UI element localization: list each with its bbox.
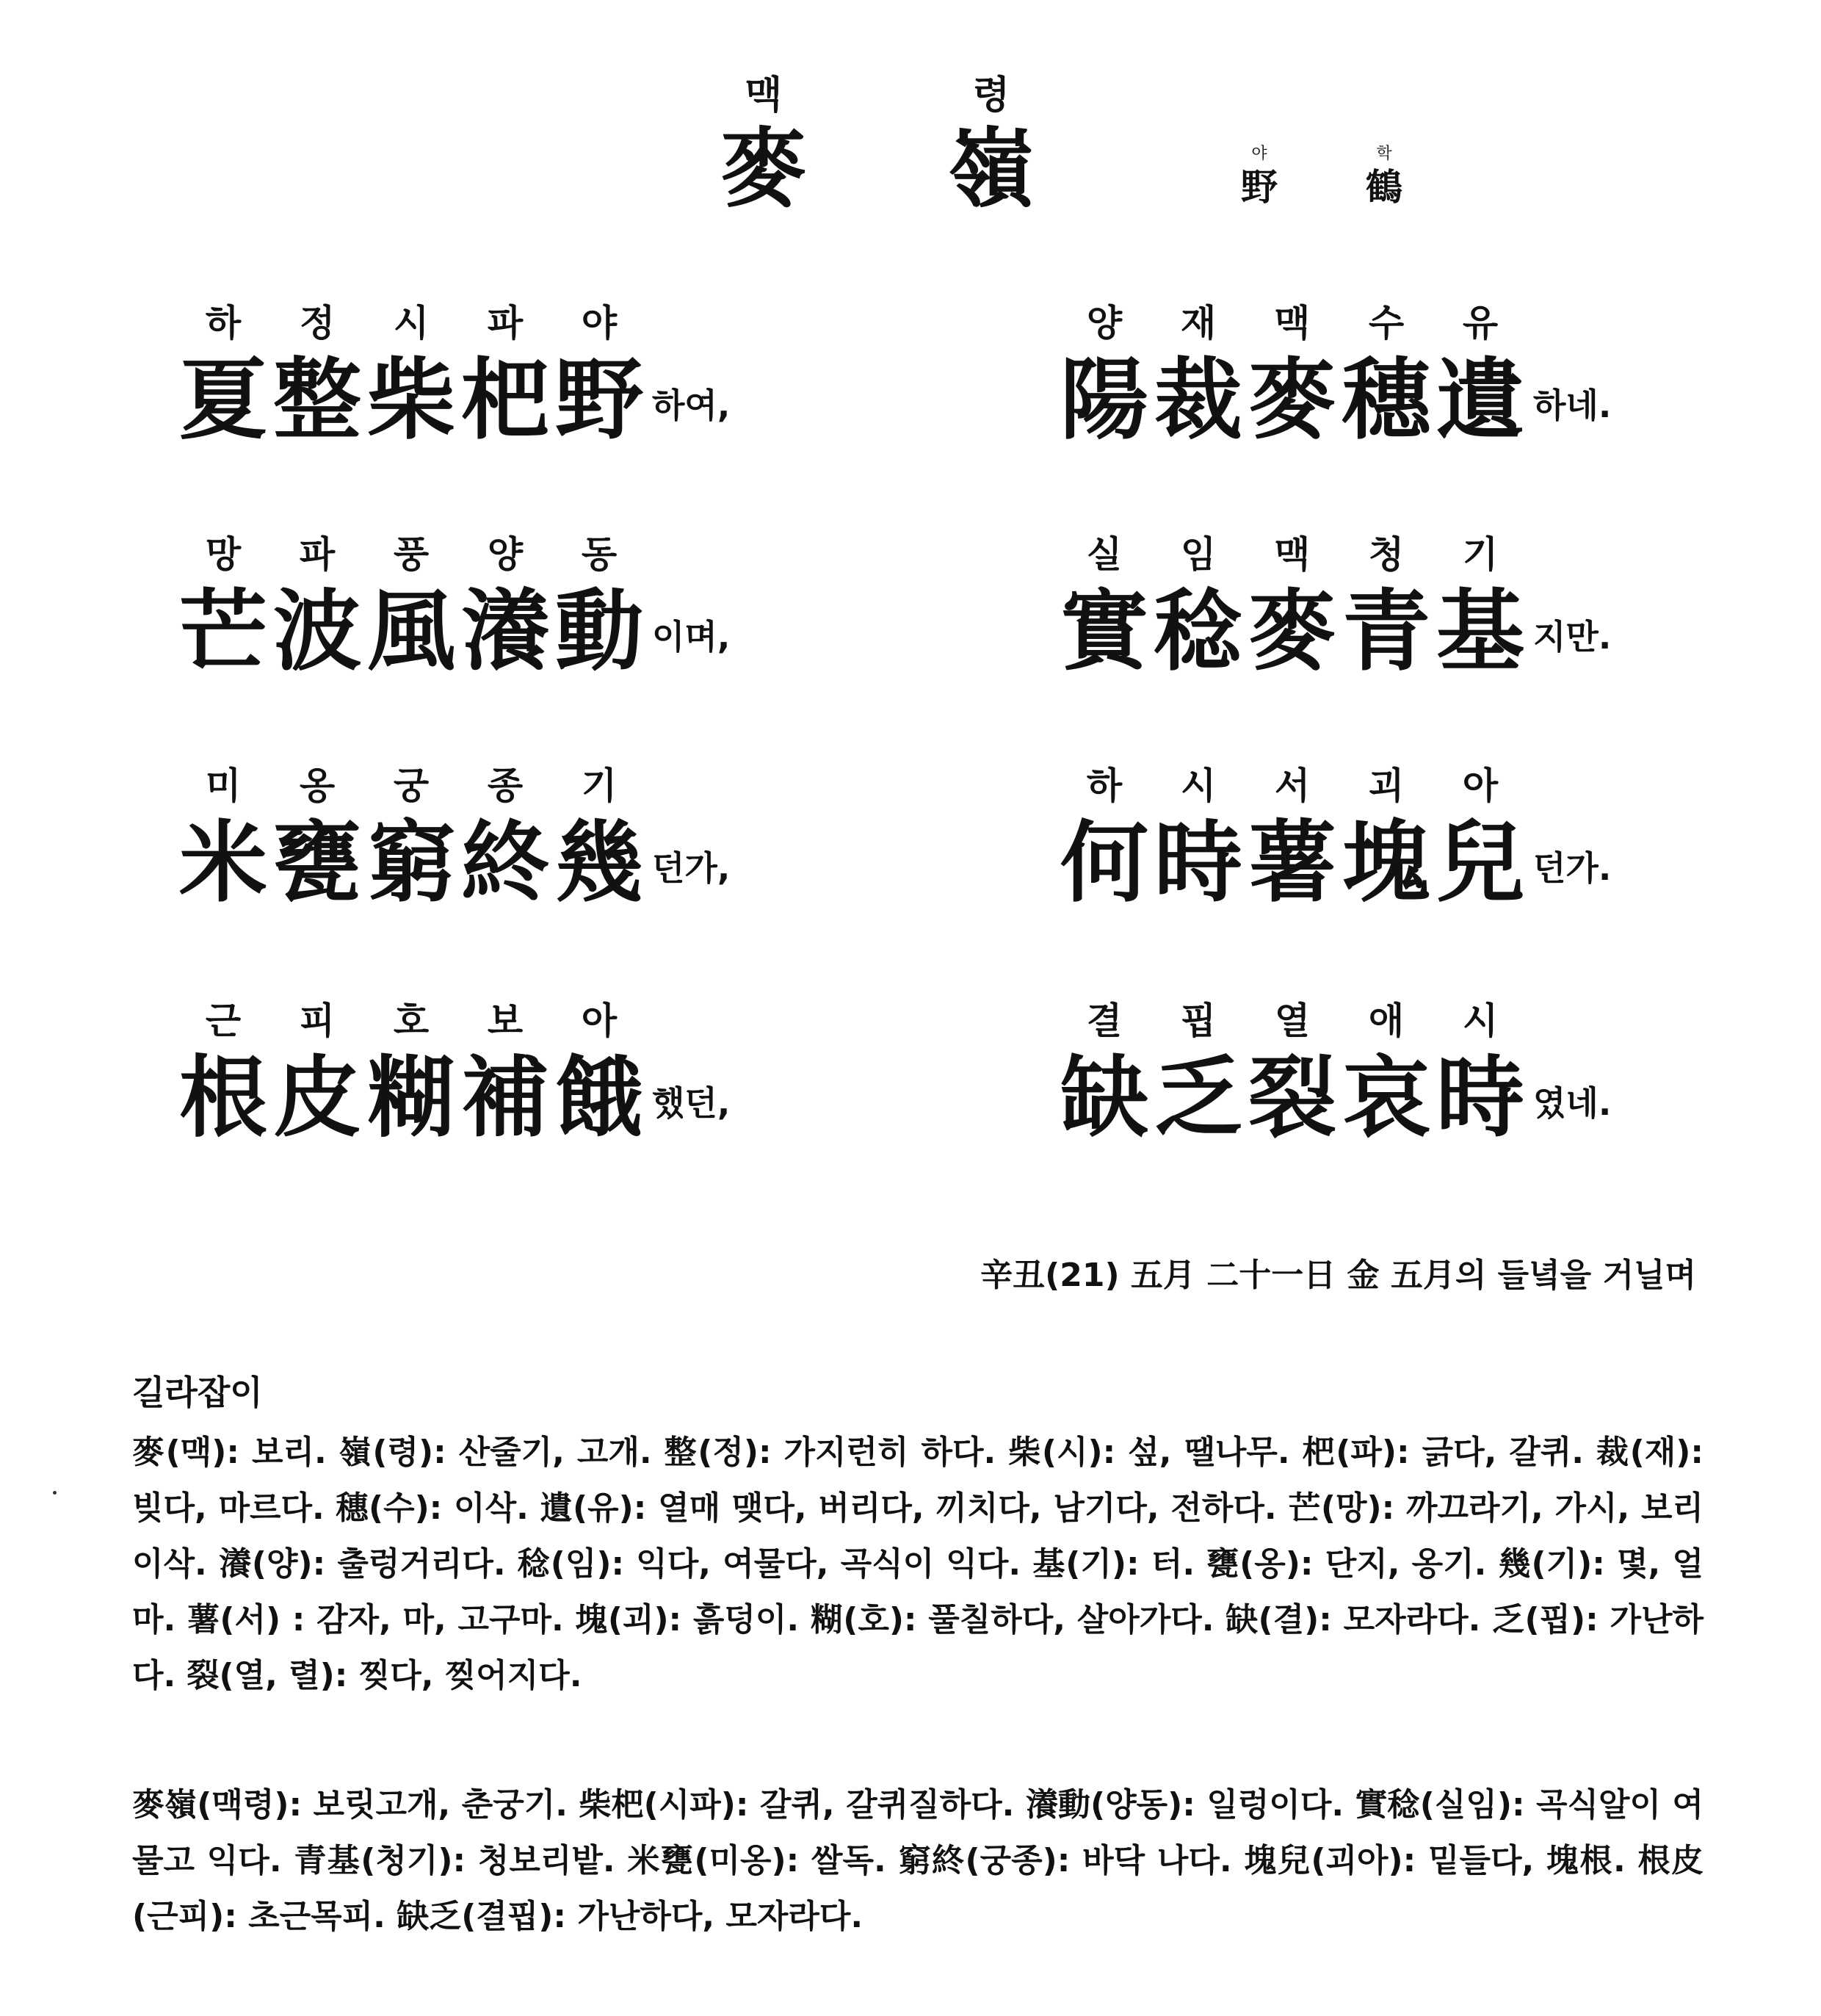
- poem-char: [552, 525, 646, 683]
- char-hanja: 野: [555, 348, 643, 452]
- char-reading: 시: [1462, 1000, 1499, 1042]
- poem-char: [1433, 525, 1527, 683]
- line-suffix: 이며,: [652, 617, 731, 657]
- char-hanja: 基: [1436, 579, 1524, 683]
- char-reading: 서: [1274, 765, 1311, 807]
- char-hanja: 哀: [1342, 1046, 1430, 1149]
- poem-char: [364, 991, 458, 1149]
- title-char: [918, 70, 1065, 220]
- title-reading: 령: [972, 73, 1010, 118]
- char-reading: 기: [1462, 533, 1499, 576]
- line-suffix: 던가.: [1533, 848, 1612, 888]
- char-hanja: 青: [1342, 579, 1430, 683]
- char-reading: 실: [1086, 533, 1123, 576]
- author-hanja: 野: [1241, 166, 1278, 209]
- poem-chars: [1057, 991, 1527, 1149]
- char-hanja: 時: [1436, 1046, 1524, 1149]
- char-hanja: 波: [273, 579, 361, 683]
- char-hanja: 夏: [179, 348, 267, 452]
- char-hanja: 乏: [1154, 1046, 1242, 1149]
- char-hanja: 窮: [367, 811, 455, 914]
- char-hanja: 柴: [367, 348, 455, 452]
- poem-char: [364, 294, 458, 452]
- author-char: [1219, 143, 1300, 209]
- char-reading: 양: [1086, 302, 1123, 344]
- poem-char: [552, 294, 646, 452]
- char-reading: 호: [393, 1000, 430, 1042]
- char-reading: 수: [1368, 302, 1405, 344]
- char-reading: 정: [299, 302, 336, 344]
- date-line: 辛丑(21) 五月 二十一日 金 五月의 들녘을 거닐며: [980, 1257, 1696, 1294]
- poem-line-left: [176, 294, 731, 455]
- char-reading: 유: [1462, 302, 1499, 344]
- poem-char: [1057, 525, 1151, 683]
- char-hanja: 遺: [1436, 348, 1524, 452]
- char-reading: 망: [205, 533, 242, 576]
- glossary-single-chars: 麥(맥): 보리. 嶺(령): 산줄기, 고개. 整(정): 가지런히 하다. 柴(시): 섶, 땔나무. 杷(파): 긁다, 갈퀴. 裁(재): 빚다, 마르다. 穗(수): 이삭. 遺(유): 열매 맺다, 버리다, 끼치다, 남기다, 전하다. 芒(망): 까끄라기, 가시, 보리 이삭. 瀁(양): 출렁거리다. 稔(임): 익다, 여물다, 곡식이 익다. 基(기): 터. 甕(옹): 단지, 옹기. 幾(기): 몇, 얼마. 薯(서) : 감자, 마, 고구마. 塊(괴): 흙덩이. 糊(호): 풀칠하다, 살아가다. 缺(결): 모자라다. 乏(핍): 가난하다. 裂(열, 렬): 찢다, 찢어지다.: [132, 1434, 1704, 1694]
- char-hanja: 塊: [1342, 811, 1430, 914]
- char-reading: 양: [487, 533, 524, 576]
- line-suffix: 던가,: [652, 848, 731, 888]
- poem-char: [458, 991, 552, 1149]
- char-reading: 핍: [1180, 1000, 1217, 1042]
- line-suffix: 지만.: [1533, 617, 1612, 657]
- poem-char: [1245, 525, 1339, 683]
- char-hanja: 瀁: [461, 579, 549, 683]
- poem-char: [552, 756, 646, 914]
- char-hanja: 缺: [1060, 1046, 1148, 1149]
- char-reading: 종: [487, 765, 524, 807]
- char-hanja: 時: [1154, 811, 1242, 914]
- poem-char: [270, 756, 364, 914]
- poem-chars: [1057, 294, 1527, 452]
- char-hanja: 何: [1060, 811, 1148, 914]
- poem-line-left: [176, 991, 731, 1153]
- char-hanja: 米: [179, 811, 267, 914]
- char-hanja: 裂: [1248, 1046, 1336, 1149]
- poem-char: [270, 991, 364, 1149]
- poem-line-left: [176, 525, 731, 687]
- char-hanja: 餓: [555, 1046, 643, 1149]
- char-reading: 야: [581, 302, 618, 344]
- poem-char: [1151, 756, 1245, 914]
- poem-char: [364, 525, 458, 683]
- poem-char: [1433, 756, 1527, 914]
- char-reading: 파: [299, 533, 336, 576]
- title-hanja: 麥: [720, 118, 807, 220]
- poem-char: [458, 525, 552, 683]
- poem-char: [1433, 991, 1527, 1149]
- line-suffix: 했던,: [652, 1083, 731, 1123]
- char-hanja: 補: [461, 1046, 549, 1149]
- poem-char: [1057, 756, 1151, 914]
- char-reading: 미: [205, 765, 242, 807]
- poem-chars: [176, 756, 646, 914]
- char-reading: 하: [205, 302, 242, 344]
- author-char: [1344, 143, 1424, 209]
- char-reading: 열: [1274, 1000, 1311, 1042]
- poem-char: [1339, 294, 1433, 452]
- author-reading: 야: [1251, 145, 1267, 163]
- char-hanja: 薯: [1248, 811, 1336, 914]
- char-reading: 보: [487, 1000, 524, 1042]
- line-suffix: 하네.: [1533, 386, 1612, 425]
- author-reading: 학: [1376, 145, 1392, 163]
- char-reading: 아: [1462, 765, 1499, 807]
- char-hanja: 稔: [1154, 579, 1242, 683]
- poem-char: [176, 525, 270, 683]
- char-reading: 아: [581, 1000, 618, 1042]
- char-reading: 옹: [299, 765, 336, 807]
- char-reading: 결: [1086, 1000, 1123, 1042]
- poem-chars: [176, 525, 646, 683]
- poem-char: [1151, 294, 1245, 452]
- char-reading: 기: [581, 765, 618, 807]
- poem-char: [176, 756, 270, 914]
- title-reading: 맥: [745, 73, 783, 118]
- char-reading: 풍: [393, 533, 430, 576]
- char-hanja: 穗: [1342, 348, 1430, 452]
- char-reading: 근: [205, 1000, 242, 1042]
- char-reading: 시: [393, 302, 430, 344]
- char-reading: 동: [581, 533, 618, 576]
- title-char: [690, 70, 837, 220]
- poem-chars: [1057, 525, 1527, 683]
- poem-title: [0, 70, 1821, 220]
- poem-char: [1339, 525, 1433, 683]
- poem-line-left: [176, 756, 731, 918]
- char-hanja: 麥: [1248, 579, 1336, 683]
- char-reading: 파: [487, 302, 524, 344]
- char-hanja: 兒: [1436, 811, 1524, 914]
- poem-char: [1339, 991, 1433, 1149]
- char-hanja: 陽: [1060, 348, 1148, 452]
- char-reading: 시: [1180, 765, 1217, 807]
- poem-line-right: [1057, 756, 1612, 918]
- poem-char: [1245, 756, 1339, 914]
- char-hanja: 實: [1060, 579, 1148, 683]
- poem-char: [1151, 525, 1245, 683]
- char-reading: 임: [1180, 533, 1217, 576]
- char-hanja: 糊: [367, 1046, 455, 1149]
- poem-chars: [176, 294, 646, 452]
- poem-char: [1151, 991, 1245, 1149]
- char-hanja: 皮: [273, 1046, 361, 1149]
- poem-char: [1057, 991, 1151, 1149]
- poem-char: [1245, 991, 1339, 1149]
- char-reading: 청: [1368, 533, 1405, 576]
- title-hanja: 嶺: [947, 118, 1035, 220]
- char-hanja: 杷: [461, 348, 549, 452]
- char-reading: 피: [299, 1000, 336, 1042]
- poem-line-right: [1057, 991, 1612, 1153]
- char-hanja: 整: [273, 348, 361, 452]
- char-hanja: 芒: [179, 579, 267, 683]
- char-hanja: 風: [367, 579, 455, 683]
- poem-char: [1245, 294, 1339, 452]
- poem-char: [176, 294, 270, 452]
- char-hanja: 裁: [1154, 348, 1242, 452]
- scan-speck: [53, 1491, 57, 1495]
- char-reading: 맥: [1274, 302, 1311, 344]
- char-reading: 궁: [393, 765, 430, 807]
- poem-line-right: [1057, 294, 1612, 455]
- char-hanja: 根: [179, 1046, 267, 1149]
- poem-char: [1433, 294, 1527, 452]
- char-reading: 애: [1368, 1000, 1405, 1042]
- char-hanja: 甕: [273, 811, 361, 914]
- char-hanja: 麥: [1248, 348, 1336, 452]
- poem-chars: [1057, 756, 1527, 914]
- char-hanja: 幾: [555, 811, 643, 914]
- line-suffix: 하여,: [652, 386, 731, 425]
- poem-char: [1339, 756, 1433, 914]
- char-hanja: 動: [555, 579, 643, 683]
- poem-char: [176, 991, 270, 1149]
- char-reading: 맥: [1274, 533, 1311, 576]
- poem-chars: [176, 991, 646, 1149]
- char-reading: 하: [1086, 765, 1123, 807]
- poem-char: [270, 525, 364, 683]
- char-reading: 괴: [1368, 765, 1405, 807]
- author-hanja: 鶴: [1366, 166, 1402, 209]
- poem-char: [1057, 294, 1151, 452]
- poem-line-right: [1057, 525, 1612, 687]
- poem-char: [552, 991, 646, 1149]
- char-reading: 재: [1180, 302, 1217, 344]
- poem-char: [458, 294, 552, 452]
- line-suffix: 였네.: [1533, 1083, 1612, 1123]
- poem-char: [364, 756, 458, 914]
- poem-char: [458, 756, 552, 914]
- char-hanja: 終: [461, 811, 549, 914]
- glossary-title: 길라잡이: [132, 1373, 263, 1412]
- glossary-compounds: 麥嶺(맥령): 보릿고개, 춘궁기. 柴杷(시파): 갈퀴, 갈퀴질하다. 瀁動(양동): 일렁이다. 實稔(실임): 곡식알이 여물고 익다. 青基(청기): 청보리밭. 米甕(미옹): 쌀독. 窮終(궁종): 바닥 나다. 塊兒(괴아): 밑들다, 塊根. 根皮(근피): 초근목피. 缺乏(결핍): 가난하다, 모자라다.: [132, 1786, 1704, 1935]
- poem-char: [270, 294, 364, 452]
